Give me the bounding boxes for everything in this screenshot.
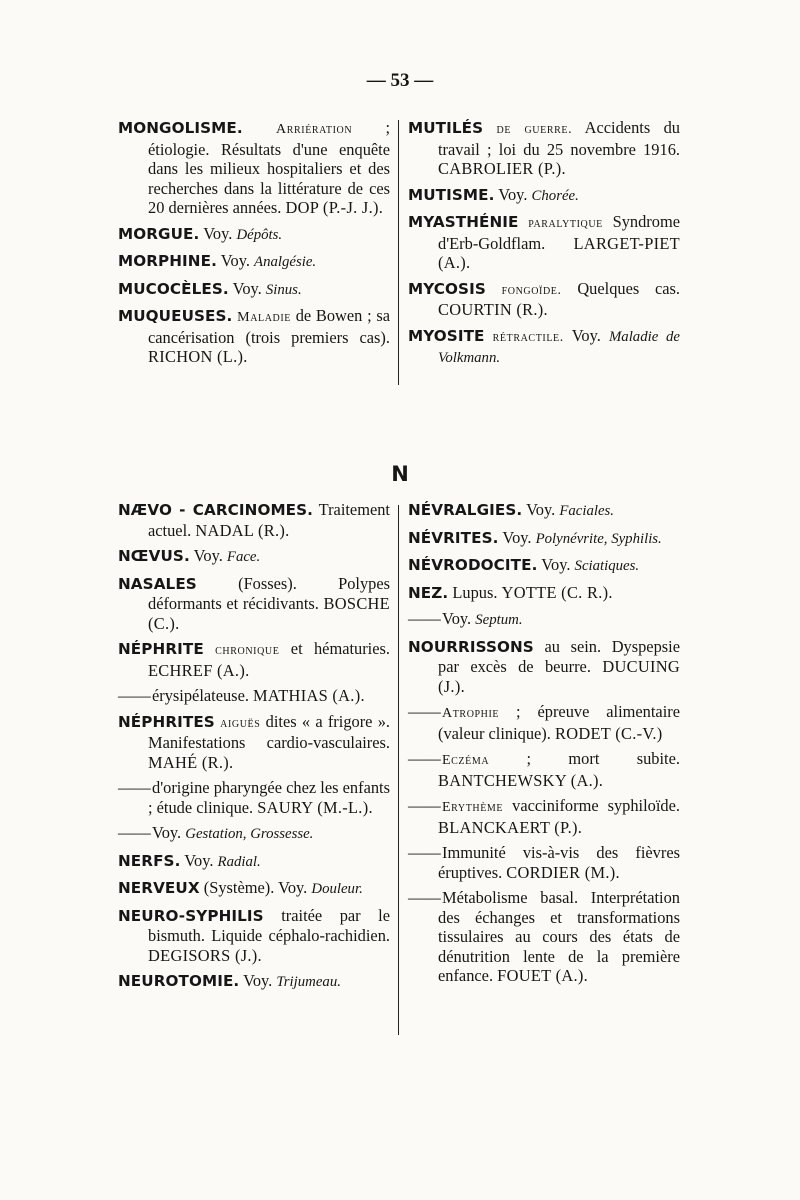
- continuation-dash: ——: [408, 796, 441, 815]
- entry-subheading: fongoïde.: [501, 282, 562, 298]
- entry-author: MAHÉ (R.).: [148, 752, 234, 772]
- entry-text: Lupus.: [452, 582, 498, 602]
- entry-headword: MUTILÉS: [408, 119, 484, 137]
- index-entry: [118, 906, 390, 966]
- entry-text: (Fosses). Polypes déformants et récidivants.: [148, 573, 390, 613]
- entry-text: au sein. Dyspepsie par excès de beurre.: [438, 636, 680, 676]
- index-entry: [118, 306, 390, 367]
- entry-text: Traitement actuel.: [148, 500, 390, 540]
- index-entry: [408, 583, 680, 604]
- entry-headword: MYOSITE: [408, 326, 485, 345]
- entry-headword: NÆVO - CARCINOMES.: [118, 501, 314, 519]
- entry-headword: MUQUEUSES.: [118, 307, 233, 325]
- continuation-dash: ——: [408, 843, 441, 862]
- entry-subheading: Atrophie: [442, 706, 500, 721]
- entry-author: FOUET (A.).: [497, 966, 589, 985]
- entry-text: Voy.: [526, 500, 556, 519]
- entry-text: traitée par le bismuth. Liquide céphalo-rachidien.: [148, 905, 390, 945]
- entry-text: érysipélateuse.: [152, 686, 249, 705]
- index-column-top-left: [118, 118, 390, 373]
- entry-text: Voy.: [571, 325, 601, 345]
- entry-author: SAURY (M.-L.).: [257, 797, 373, 817]
- index-entry: [408, 212, 680, 273]
- entry-author: DEGISORS (J.).: [148, 945, 262, 965]
- continuation-dash: ——: [408, 888, 441, 907]
- index-entry: [118, 823, 390, 845]
- index-column-top-right: [408, 118, 680, 375]
- entry-headword: NŒVUS.: [118, 547, 190, 565]
- entry-author: RODET (C.-V.): [554, 723, 663, 743]
- entry-reference: Maladie de Volkmann.: [438, 328, 680, 366]
- entry-text: Voy.: [184, 850, 214, 870]
- index-entry: [408, 843, 680, 882]
- entry-headword: MUCOCÈLES.: [118, 279, 229, 298]
- entry-author: YOTTE (C. R.).: [501, 582, 613, 602]
- entry-author: CORDIER (M.).: [506, 862, 620, 882]
- entry-text: Syndrome d'Erb-Goldflam.: [438, 212, 680, 253]
- entry-headword: MYCOSIS: [408, 279, 486, 298]
- continuation-dash: ——: [408, 609, 441, 628]
- entry-headword: NÉPHRITE: [118, 640, 204, 658]
- entry-reference: Dépôts.: [236, 226, 283, 243]
- entry-text: d'origine pharyngée chez les enfants ; étude clinique.: [148, 778, 390, 817]
- entry-headword: NÉVRODOCITE.: [408, 556, 538, 574]
- index-entry: [408, 749, 680, 790]
- entry-author: BLANCKAERT (P.).: [438, 817, 583, 837]
- index-entry: [118, 279, 390, 301]
- entry-text: Immunité vis-à-vis des fièvres éruptives.: [438, 843, 680, 882]
- index-entry: [118, 574, 390, 634]
- section-letter: N: [391, 462, 409, 486]
- index-entry: [118, 546, 390, 568]
- index-entry: [408, 637, 680, 697]
- entry-subheading: paralytique: [528, 216, 603, 231]
- entry-text: Métabolisme basal. Interprétation des échanges et transformations tissulaires au cours des états de dénutrition lente de la première enfance.: [438, 888, 680, 985]
- index-column-bottom-right: [408, 500, 680, 992]
- index-entry: [118, 712, 390, 773]
- entry-headword: NEURO-SYPHILIS: [118, 906, 264, 925]
- index-entry: [408, 326, 680, 369]
- entry-author: DUCUING (J.).: [438, 657, 680, 696]
- entry-author: NADAL (R.).: [195, 520, 290, 540]
- entry-text: Voy.: [498, 184, 528, 204]
- entry-headword: NEUROTOMIE.: [118, 972, 240, 990]
- continuation-dash: ——: [118, 823, 151, 842]
- entry-text: ; mort subite.: [526, 749, 680, 768]
- entry-author: RICHON (L.).: [148, 347, 248, 366]
- entry-subheading: chronique: [215, 643, 280, 658]
- index-column-bottom-left: [118, 500, 390, 999]
- index-entry: [118, 971, 390, 993]
- entry-text: ; épreuve alimentaire (valeur clinique).: [438, 702, 680, 743]
- continuation-dash: ——: [118, 686, 151, 705]
- entry-text: de Bowen ; sa cancérisation (trois premiers cas).: [148, 306, 390, 347]
- entry-reference: Radial.: [217, 853, 261, 870]
- entry-reference: Septum.: [475, 612, 523, 628]
- index-entry: [408, 888, 680, 986]
- continuation-dash: ——: [118, 778, 151, 797]
- entry-reference: Douleur.: [311, 881, 363, 897]
- entry-subheading: Eczéma: [442, 753, 490, 768]
- entry-author: LARGET-PIET (A.).: [438, 233, 680, 272]
- entry-text: Voy.: [203, 223, 233, 243]
- entry-text: Accidents du travail ; loi du 25 novembre 1916.: [438, 118, 680, 159]
- entry-reference: Analgésie.: [254, 254, 317, 270]
- page-number: — 53 —: [366, 70, 434, 91]
- entry-text: Quelques cas.: [577, 278, 680, 298]
- entry-reference: Face.: [226, 549, 261, 565]
- entry-reference: Chorée.: [531, 187, 579, 204]
- entry-reference: Sinus.: [265, 281, 302, 298]
- entry-text: Voy.: [220, 251, 250, 270]
- index-entry: [118, 500, 390, 540]
- entry-text: (Système). Voy.: [203, 878, 308, 897]
- index-entry: [118, 639, 390, 680]
- entry-text: Voy.: [152, 823, 182, 842]
- entry-text: Voy.: [442, 609, 472, 628]
- entry-author: ECHREF (A.).: [148, 660, 250, 680]
- index-entry: [408, 555, 680, 577]
- index-entry: [118, 224, 390, 246]
- entry-author: CABROLIER (P.).: [438, 159, 566, 178]
- entry-headword: NASALES: [118, 574, 197, 593]
- entry-text: Voy.: [541, 555, 571, 574]
- entry-reference: Gestation, Grossesse.: [185, 826, 314, 842]
- index-entry: [118, 878, 390, 900]
- entry-subheading: Arriération: [276, 122, 353, 137]
- entry-subheading: aiguës: [220, 715, 261, 731]
- continuation-dash: ——: [408, 702, 441, 721]
- entry-author: BOSCHE (C.).: [148, 594, 390, 633]
- entry-text: et hématuries.: [290, 639, 390, 658]
- entry-text: Voy.: [232, 278, 262, 298]
- index-entry: [408, 702, 680, 743]
- entry-subheading: de guerre.: [496, 122, 573, 137]
- index-entry: [118, 851, 390, 873]
- column-divider: [398, 120, 399, 385]
- index-entry: [408, 279, 680, 320]
- entry-subheading: Maladie: [237, 310, 292, 325]
- entry-headword: NEZ.: [408, 583, 449, 602]
- continuation-dash: ——: [408, 749, 441, 768]
- entry-author: MATHIAS (A.).: [253, 686, 365, 705]
- entry-text: Voy.: [502, 527, 532, 547]
- entry-text: ; étiologie. Résultats d'une enquête dans les milieux hospitaliers et des recherches dans la littérature de ces 20 dernières années.: [148, 118, 390, 217]
- entry-headword: NÉVRALGIES.: [408, 501, 523, 519]
- index-entry: [408, 185, 680, 207]
- entry-text: dites « a frigore ». Manifestations cardio-vasculaires.: [148, 711, 390, 752]
- index-entry: [118, 778, 390, 817]
- entry-headword: MORGUE.: [118, 224, 200, 243]
- index-entry: [408, 118, 680, 179]
- entry-subheading: rétractile.: [492, 329, 564, 345]
- entry-reference: Faciales.: [559, 503, 614, 519]
- entry-headword: MONGOLISME.: [118, 119, 243, 137]
- index-entry: [408, 528, 680, 550]
- entry-author: COURTIN (R.).: [438, 300, 548, 319]
- entry-reference: Trijumeau.: [276, 974, 341, 990]
- index-entry: [118, 686, 390, 706]
- entry-headword: MYASTHÉNIE: [408, 213, 519, 231]
- entry-author: BANTCHEWSKY (A.).: [438, 770, 604, 790]
- index-entry: [408, 609, 680, 631]
- index-entry: [118, 118, 390, 218]
- entry-subheading: Erythème: [442, 800, 504, 815]
- entry-headword: NOURRISSONS: [408, 637, 534, 656]
- index-entry: [118, 251, 390, 273]
- entry-headword: MUTISME.: [408, 185, 495, 204]
- entry-headword: NÉPHRITES: [118, 712, 215, 731]
- entry-text: Voy.: [193, 546, 223, 565]
- index-entry: [408, 796, 680, 837]
- entry-text: vacciniforme syphiloïde.: [512, 796, 680, 815]
- entry-reference: Sciatiques.: [574, 558, 640, 574]
- entry-headword: MORPHINE.: [118, 252, 217, 270]
- entry-text: Voy.: [243, 971, 273, 990]
- entry-headword: NÉVRITES.: [408, 528, 499, 547]
- entry-reference: Polynévrite, Syphilis.: [535, 530, 662, 547]
- column-divider: [398, 505, 399, 1035]
- entry-headword: NERFS.: [118, 851, 181, 870]
- entry-headword: NERVEUX: [118, 879, 200, 897]
- index-entry: [408, 500, 680, 522]
- entry-author: DOP (P.-J. J.).: [285, 198, 384, 217]
